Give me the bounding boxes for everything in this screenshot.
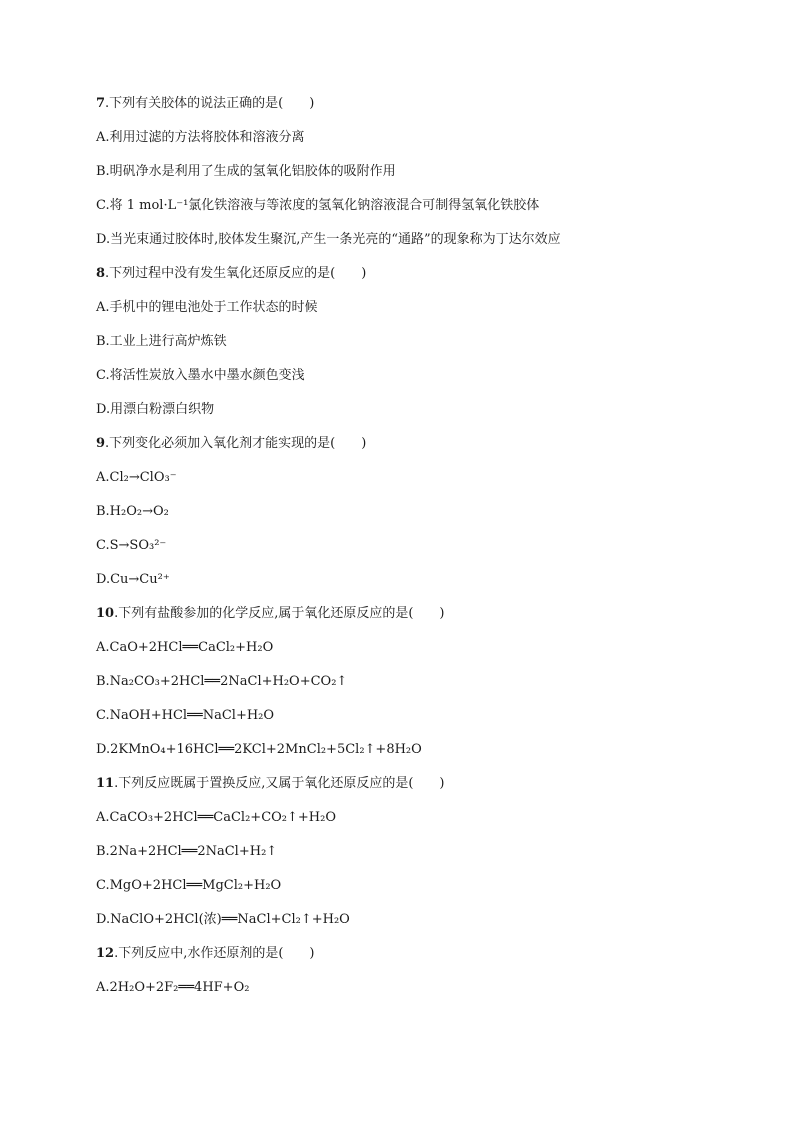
question-11-option-b: B.2Na+2HCl══2NaCl+H₂↑	[96, 844, 278, 859]
question-7-option-c: C.将 1 mol·L⁻¹氯化铁溶液与等浓度的氢氧化钠溶液混合可制得氢氧化铁胶体	[96, 198, 540, 213]
question-11-option-c: C.MgO+2HCl══MgCl₂+H₂O	[96, 878, 282, 893]
question-10-option-b: B.Na₂CO₃+2HCl══2NaCl+H₂O+CO₂↑	[96, 674, 348, 689]
question-8-option-a: A.手机中的锂电池处于工作状态的时候	[96, 300, 318, 315]
question-text: .下列反应既属于置换反应,又属于氧化还原反应的是( )	[114, 776, 445, 791]
question-10-option-c: C.NaOH+HCl══NaCl+H₂O	[96, 708, 275, 723]
question-9-stem	[96, 433, 716, 467]
document-page	[96, 93, 716, 1011]
question-text: .下列过程中没有发生氧化还原反应的是( )	[105, 266, 367, 281]
question-7-stem	[96, 93, 716, 127]
question-8-option-b: B.工业上进行高炉炼铁	[96, 334, 227, 349]
question-9-option-c: C.S→SO₃²⁻	[96, 538, 167, 553]
question-7-option-b: B.明矾净水是利用了生成的氢氧化铝胶体的吸附作用	[96, 164, 396, 179]
question-9-option-b: B.H₂O₂→O₂	[96, 504, 169, 519]
question-12-stem	[96, 943, 716, 977]
question-10-stem	[96, 603, 716, 637]
question-9-option-a: A.Cl₂→ClO₃⁻	[96, 470, 177, 485]
question-11-option-d: D.NaClO+2HCl(浓)══NaCl+Cl₂↑+H₂O	[96, 912, 350, 927]
question-7-option-d: D.当光束通过胶体时,胶体发生聚沉,产生一条光亮的“通路”的现象称为丁达尔效应	[96, 232, 561, 247]
question-number: 12	[96, 946, 115, 961]
question-10-option-a: A.CaO+2HCl══CaCl₂+H₂O	[96, 640, 274, 655]
question-11-option-a: A.CaCO₃+2HCl══CaCl₂+CO₂↑+H₂O	[96, 810, 337, 825]
question-number: 8	[96, 266, 106, 281]
question-8-stem	[96, 263, 716, 297]
question-8-option-c: C.将活性炭放入墨水中墨水颜色变浅	[96, 368, 305, 383]
question-text: .下列有盐酸参加的化学反应,属于氧化还原反应的是( )	[114, 606, 445, 621]
question-number: 7	[96, 96, 106, 111]
question-number: 11	[96, 776, 115, 791]
question-text: .下列有关胶体的说法正确的是( )	[105, 96, 315, 111]
question-10-option-d: D.2KMnO₄+16HCl══2KCl+2MnCl₂+5Cl₂↑+8H₂O	[96, 742, 422, 757]
question-text: .下列反应中,水作还原剂的是( )	[114, 946, 315, 961]
question-11-stem	[96, 773, 716, 807]
question-12-option-a: A.2H₂O+2F₂══4HF+O₂	[96, 980, 250, 995]
question-number: 9	[96, 436, 106, 451]
question-7-option-a: A.利用过滤的方法将胶体和溶液分离	[96, 130, 305, 145]
question-8-option-d: D.用漂白粉漂白织物	[96, 402, 215, 417]
question-9-option-d: D.Cu→Cu²⁺	[96, 572, 170, 587]
question-text: .下列变化必须加入氧化剂才能实现的是( )	[105, 436, 367, 451]
question-number: 10	[96, 606, 115, 621]
